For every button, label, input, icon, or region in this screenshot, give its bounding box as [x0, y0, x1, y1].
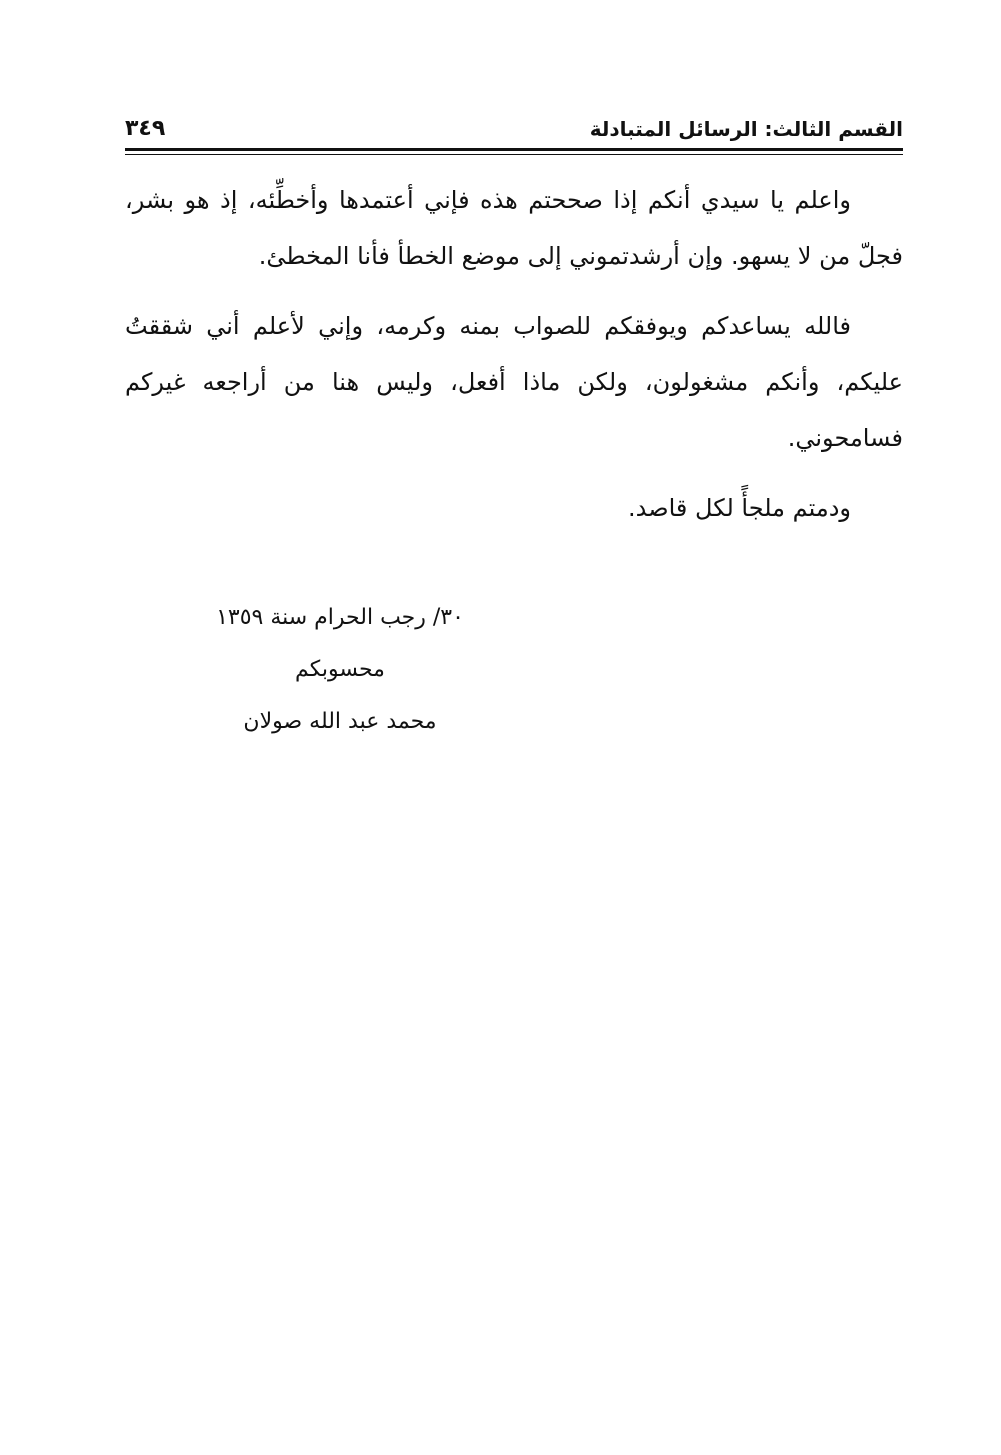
signature-closing: محسوبكم: [295, 657, 385, 682]
letter-body: [125, 172, 903, 550]
page-header: [125, 113, 903, 145]
signer-name: محمد عبد الله صولان: [243, 709, 437, 734]
header-rule-thin: [125, 154, 903, 155]
header-rule-thick: [125, 148, 903, 151]
letter-date: ٣٠/ رجب الحرام سنة ١٣٥٩: [216, 605, 464, 630]
signature-block: [190, 592, 490, 748]
running-title: القسم الثالث: الرسائل المتبادلة: [589, 117, 903, 141]
page-number: ٣٤٩: [125, 116, 166, 141]
closing-line: ودمتم ملجأً لكل قاصد.: [628, 494, 851, 522]
paragraph: واعلم يا سيدي أنكم إذا صححتم هذه فإني أعتمدها وأخطِّئه، إذ هو بشر، فجلّ من لا يسهو. وإن أرشدتموني إلى موضع الخطأ فأنا المخطئ.: [125, 186, 903, 270]
paragraph: فالله يساعدكم ويوفقكم للصواب بمنه وكرمه، وإني لأعلم أني شققتُ عليكم، وأنكم مشغولون، ولكن ماذا أفعل، وليس هنا من أراجعه غيركم فسامحوني.: [125, 312, 903, 452]
